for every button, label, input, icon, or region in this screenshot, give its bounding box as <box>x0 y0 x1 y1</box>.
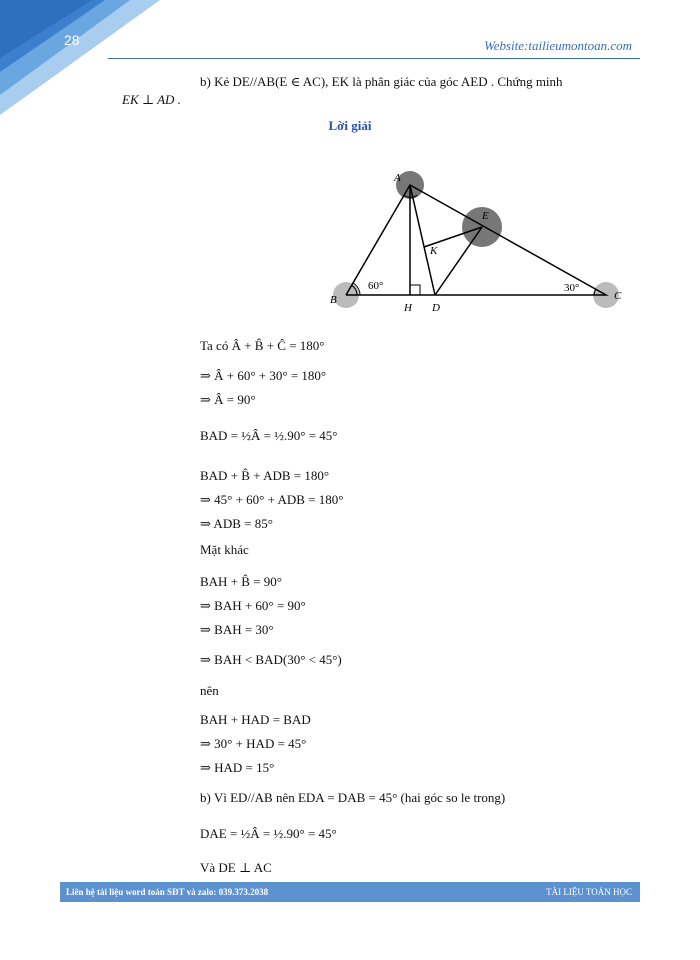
solution-line-3: ⇒ Â = 90° <box>200 392 256 407</box>
page-number: 28 <box>64 32 80 48</box>
solution-line-7: ⇒ ADB = 85° <box>200 516 273 531</box>
solution-line-14: BAH + HAD = BAD <box>200 712 311 727</box>
label-a: A <box>394 172 401 184</box>
label-d: D <box>432 302 440 314</box>
solution-line-9: BAH + B̂ = 90° <box>200 574 282 589</box>
solution-line-5: BAD + B̂ + ADB = 180° <box>200 468 330 483</box>
solution-line-6: ⇒ 45° + 60° + ADB = 180° <box>200 492 344 507</box>
geometry-figure <box>320 165 630 315</box>
solution-line-15: ⇒ 30° + HAD = 45° <box>200 736 307 751</box>
label-e: E <box>482 210 489 222</box>
right-angle-mark-h <box>410 285 420 295</box>
angle-b-label: 60° <box>368 280 384 292</box>
footer-bar <box>60 882 640 902</box>
label-k: K <box>430 245 438 257</box>
problem-statement-line2: EK ⊥ AD . <box>122 92 181 107</box>
solution-line-10: ⇒ BAH + 60° = 90° <box>200 598 306 613</box>
label-c: C <box>614 290 622 302</box>
solution-line-11: ⇒ BAH = 30° <box>200 622 274 637</box>
solution-line-12: ⇒ BAH < BAD(30° < 45°) <box>200 652 342 667</box>
segment-ad <box>410 185 435 295</box>
segment-de <box>435 227 482 295</box>
problem-statement-line1: b) Kẻ DE//AB(E ∈ AC), EK là phân giác của góc AED . Chứng minh <box>200 74 563 89</box>
solution-line-1: Ta có Â + B̂ + Ĉ = 180° <box>200 338 325 353</box>
label-b: B <box>330 294 337 306</box>
solution-line-19: Và DE ⊥ AC <box>200 860 272 875</box>
solution-line-17: b) Vì ED//AB nên EDA = DAB = 45° (hai góc so le trong) <box>200 790 506 805</box>
footer-contact: Liên hệ tài liệu word toán SĐT và zalo: 039.373.2038 <box>66 887 269 897</box>
solution-line-2: ⇒ Â + 60° + 30° = 180° <box>200 368 327 383</box>
solution-line-8: Mặt khác <box>200 542 249 557</box>
website-header: Website:tailieumontoan.com <box>484 38 632 53</box>
solution-line-13: nên <box>200 683 219 698</box>
header-rule <box>108 58 640 59</box>
solution-line-16: ⇒ HAD = 15° <box>200 760 275 775</box>
solution-line-18: DAE = ½Â = ½.90° = 45° <box>200 826 337 841</box>
label-h: H <box>404 302 412 314</box>
angle-c-label: 30° <box>564 282 580 294</box>
solution-line-4: BAD = ½Â = ½.90° = 45° <box>200 428 338 443</box>
solution-title: Lời giải <box>328 118 372 133</box>
footer-brand: TÀI LIỆU TOÁN HỌC <box>546 887 632 897</box>
